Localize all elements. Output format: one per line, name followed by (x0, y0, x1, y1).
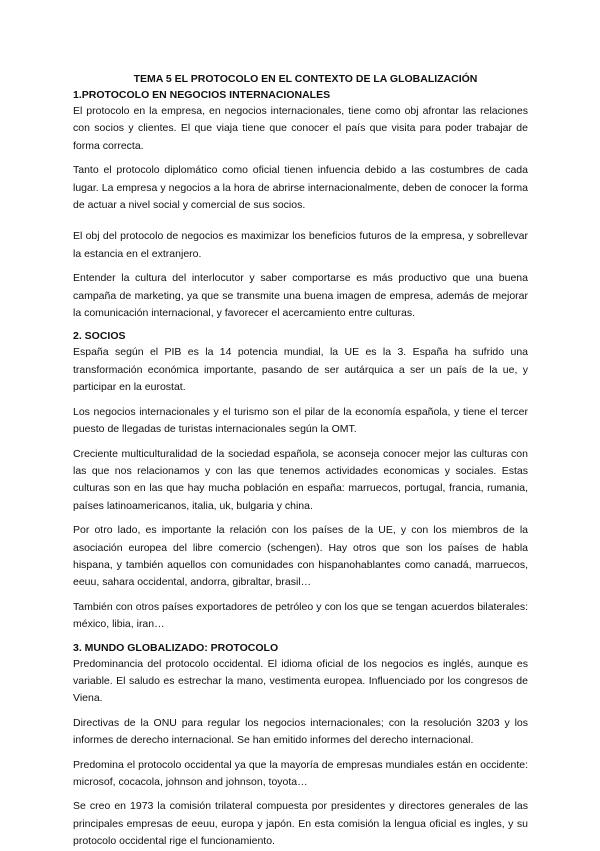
document-title: TEMA 5 EL PROTOCOLO EN EL CONTEXTO DE LA GLOBALIZACIÓN (133, 73, 478, 85)
paragraph: Predominancia del protocolo occidental. El idioma oficial de los negocios es inglés, aunque es variable. El saludo es estrechar la mano, vestimenta europea. Influenciado por los congresos de Viena. (73, 657, 528, 705)
paragraph: El protocolo en la empresa, en negocios internacionales, tiene como obj afrontar las relaciones con socios y clientes. El que viaja tiene que conocer el país que visita para poder trabajar de forma correcta. (73, 105, 528, 152)
paragraph: También con otros países exportadores de petróleo y con los que se tengan acuerdos bilaterales: méxico, libia, iran… (73, 600, 528, 631)
paragraph: Se creo en 1973 la comisión trilateral compuesta por presidentes y directores generales de las principales empresas de eeuu, europa y japón. En esta comisión la lengua oficial es ingles, y su protocolo occidental rige el funcionamiento. (73, 800, 528, 848)
paragraph: España según el PIB es la 14 potencia mundial, la UE es la 3. España ha sufrido una transformación económica importante, pasando de ser autárquica a ser un país de la ue, y participar en la eurostat. (73, 346, 528, 394)
paragraph: Entender la cultura del interlocutor y saber comportarse es más productivo que una buena campaña de marketing, ya que se transmite una buena imagen de empresa, además de mejorar la comunicación internacional, y favorecer el acercamiento entre culturas. (73, 272, 528, 320)
paragraph: El obj del protocolo de negocios es maximizar los beneficios futuros de la empresa, y sobrellevar la estancia en el extranjero. (73, 230, 528, 260)
paragraph: Tanto el protocolo diplomático como oficial tienen infuencia debido a las costumbres de cada lugar. La empresa y negocios a la hora de abrirse internacionalmente, deben de conocer la forma de actuar a nivel social y comercial de sus socios. (73, 164, 528, 212)
section-mundo-globalizado (73, 641, 528, 851)
paragraph: Los negocios internacionales y el turismo son el pilar de la economía española, y tiene el tercer puesto de llegadas de turistas internacionales según la OMT. (73, 405, 528, 436)
paragraph: Directivas de la ONU para regular los negocios internacionales; con la resolución 3203 y los informes de derecho internacional. Se han emitido informes del derecho internacional. (73, 716, 528, 747)
section-heading: 1.PROTOCOLO EN NEGOCIOS INTERNACIONALES (73, 89, 331, 101)
paragraph: Por otro lado, es importante la relación con los países de la UE, y con los miembros de la asociación europea del libre comercio (schengen). Hay otros que son los países de habla hispana, y también aquellos con comunidades con hispanohablantes como canadá, marruecos, eeuu, sahara occidental, andorra, gibraltar, brasil… (73, 524, 528, 589)
section-socios (73, 329, 528, 633)
paragraph: Predomina el protocolo occidental ya que la mayoría de empresas mundiales están en occidente: microsof, cocacola, johnson and johnson, toyota… (73, 758, 528, 788)
paragraph: Creciente multiculturalidad de la sociedad española, se aconseja conocer mejor las culturas con las que nos relacionamos y con las que tenemos actividades economicas y sociales. Estas culturas son en las que hay mucha población en españa: marruecos, portugal, francia, rumania, países latinoamericanos, italia, uk, bulgaria y china. (73, 447, 528, 512)
section-protocolo-negocios (73, 88, 528, 322)
section-heading: 2. SOCIOS (73, 330, 126, 343)
section-heading: 3. MUNDO GLOBALIZADO: PROTOCOLO (73, 641, 279, 654)
